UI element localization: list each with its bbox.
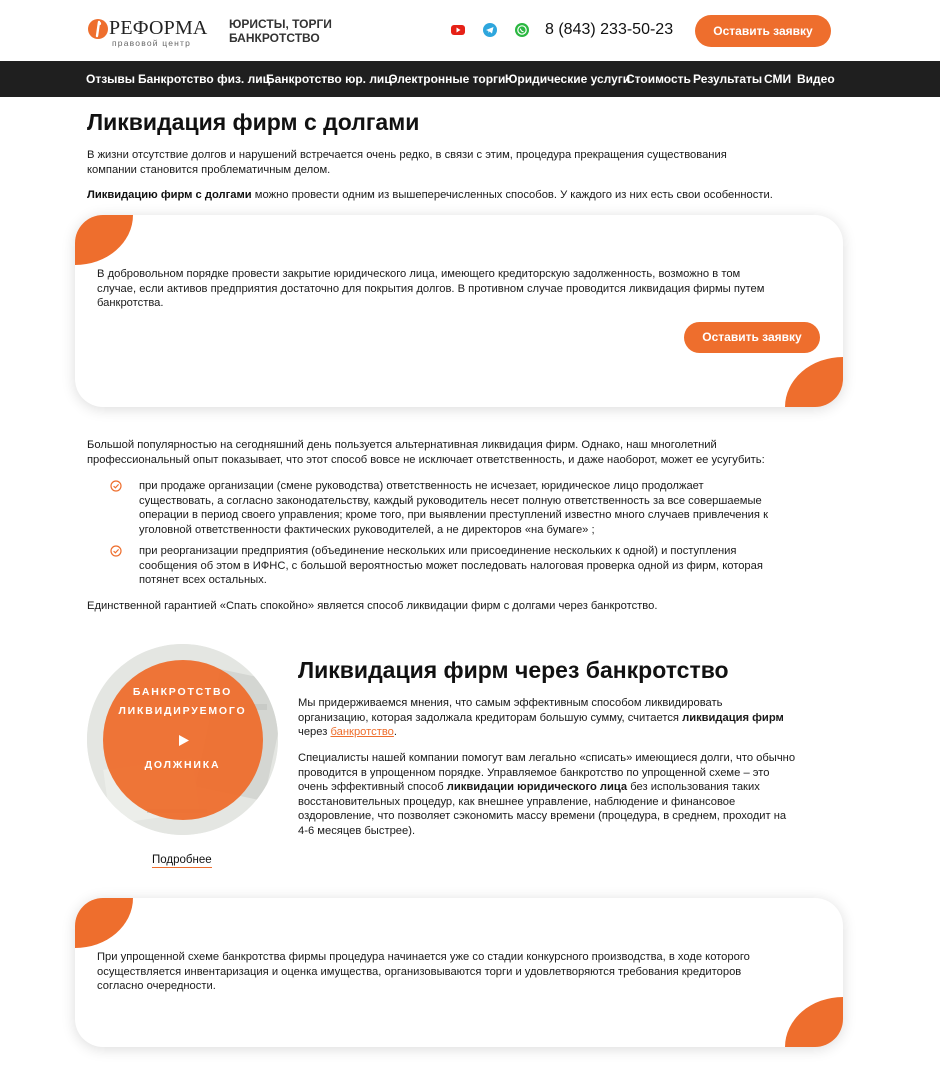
corner-decoration [75,898,133,948]
list-text [139,479,819,537]
methods-paragraph [87,188,773,203]
nav-item-pricing[interactable]: Стоимость [626,72,691,86]
section-title: Ликвидация фирм через банкротство [298,657,729,683]
video-caption-line: БАНКРОТСТВО [132,686,233,698]
text-line: случае, если активов предприятия достаточно для покрытия долгов. В противном случае проводится ликвидация фирмы путем [97,282,765,295]
text-line: при реорганизации предприятия (объединение нескольких или присоединение нескольких к одной) и поступления [139,545,737,557]
bold-span: ликвидации юридического лица [446,781,628,793]
text-line: осуществляется инвентаризация и оценка имущества, организовываются торги и удовлетворяются требования кредиторов [97,965,742,978]
request-button[interactable]: Оставить заявку [695,15,831,47]
text-line: проводится в упрощенном порядке. Управляемое банкротство по упрощенной схеме – это [298,766,770,779]
text-line: 4-6 месяцев быстрее). [298,824,416,837]
text-line: Большой популярностью на сегодняшний день пользуется альтернативная ликвидация фирм. Однако, наш многолетний [87,439,717,451]
corner-decoration [785,357,843,407]
text-line: согласно очередности. [97,980,216,992]
video-caption-line: ЛИКВИДИРУЕМОГО [118,705,247,717]
main-nav [0,61,940,97]
text-line [298,711,838,726]
nav-item-individual-bankruptcy[interactable]: Банкротство физ. лиц [138,72,270,86]
methods-bold: Ликвидацию фирм с долгами [87,189,252,201]
text-line: уголовной ответственности фактических руководителей, а не директоров «на бумаге» ; [139,523,595,536]
bold-span: ликвидация фирм [682,711,784,724]
guarantee-paragraph: Единственной гарантией «Спать спокойно» является способ ликвидации фирм с долгами через банкротство. [87,600,658,612]
text-span: через [298,726,331,738]
text-line: оздоровление, что позволяет сэкономить массу времени (процедура, в среднем, проходит на [298,810,787,822]
text-line: восстановительных процедур, как внешнее управление, наблюдение и финансовое [298,795,736,808]
telegram-icon[interactable] [482,22,498,38]
nav-item-results[interactable]: Результаты [693,72,763,86]
logo-name: РЕФОРМА [109,17,208,39]
nav-item-legal-services[interactable]: Юридические услуги [505,72,631,86]
list-text [139,544,819,588]
text-line [298,725,838,740]
section-paragraph [298,696,838,740]
tagline-line: ЮРИСТЫ, ТОРГИ [229,17,332,31]
section-paragraph [298,751,838,838]
card-request-button[interactable]: Оставить заявку [684,322,820,353]
text-line: банкротства. [97,297,164,309]
text-line: операции в период своего управления; кроме того, при выявлении преступлений известно много случаев привлечения к [139,509,768,521]
logo-mark-icon [88,18,108,40]
video-caption-line: ДОЛЖНИКА [144,759,221,771]
bankruptcy-link[interactable]: банкротство [330,726,394,738]
card-text [97,950,817,994]
methods-rest: можно провести одним из вышеперечисленных способов. У каждого из них есть свои особенности. [251,189,773,201]
youtube-icon[interactable] [450,22,466,38]
info-card-simplified [75,898,843,1047]
text-span: очень эффективный способ [298,781,447,793]
tagline-line: БАНКРОТСТВО [229,31,320,45]
text-line: существовать, а согласно законодательству, каждый руководитель несет полную ответственность за все совершаемые [139,494,762,507]
text-line: компании становится проблематичным делом. [87,163,331,176]
card-text [97,267,817,311]
text-line: В добровольном порядке провести закрытие юридического лица, имеющего кредиторскую задолженность, возможно в том [97,268,741,280]
text-line [298,780,838,795]
nav-item-e-auctions[interactable]: Электронные торги [389,72,506,86]
text-line: Специалисты нашей компании помогут вам легально «списать» имеющиеся долги, что обычно [298,752,796,764]
check-circle-icon [110,545,122,557]
alternative-paragraph [87,438,765,467]
nav-item-media[interactable]: СМИ [764,72,792,86]
check-circle-icon [110,480,122,492]
nav-item-legal-bankruptcy[interactable]: Банкротство юр. лиц [266,72,392,86]
whatsapp-icon[interactable] [514,22,530,38]
text-span: . [393,726,398,738]
text-line: при продаже организации (смене руководства) ответственность не исчезает, юридическое лицо продолжает [139,480,704,492]
text-line: В жизни отсутствие долгов и нарушений встречается очень редко, в связи с этим, процедура прекращения существования [87,149,727,161]
corner-decoration [785,997,843,1047]
corner-decoration [75,215,133,265]
text-line: потянет всех остальных. [139,574,267,586]
text-span: без использования таких [627,781,760,793]
page-title: Ликвидация фирм с долгами [87,109,420,135]
nav-item-video[interactable]: Видео [797,72,835,86]
logo-subtitle: правовой центр [112,38,192,48]
text-line: При упрощенной схеме банкротства фирмы процедура начинается уже со стадии конкурсного производства, в ходе которого [97,951,750,963]
text-line: сообщения об этом в ИФНС, с большой вероятностью может последовать налоговая проверка одной из фирм, которая [139,559,763,572]
text-span: организацию, которая задолжала кредиторам большую сумму, считается [298,711,683,724]
play-icon[interactable] [179,735,189,746]
logo[interactable] [88,17,206,47]
more-link[interactable]: Подробнее [152,854,212,866]
text-line: профессиональный опыт показывает, что этот способ вовсе не исключает ответственность, и даже наоборот, может ее усугубить: [87,453,765,466]
phone-number[interactable]: 8 (843) 233-50-23 [545,21,674,38]
site-header [0,0,940,61]
nav-item-reviews[interactable]: Отзывы [86,72,136,86]
info-card-voluntary [75,215,843,407]
text-line: Мы придерживаемся мнения, что самым эффективным способом ликвидировать [298,697,723,709]
header-tagline [229,17,332,45]
intro-paragraph [87,148,727,177]
